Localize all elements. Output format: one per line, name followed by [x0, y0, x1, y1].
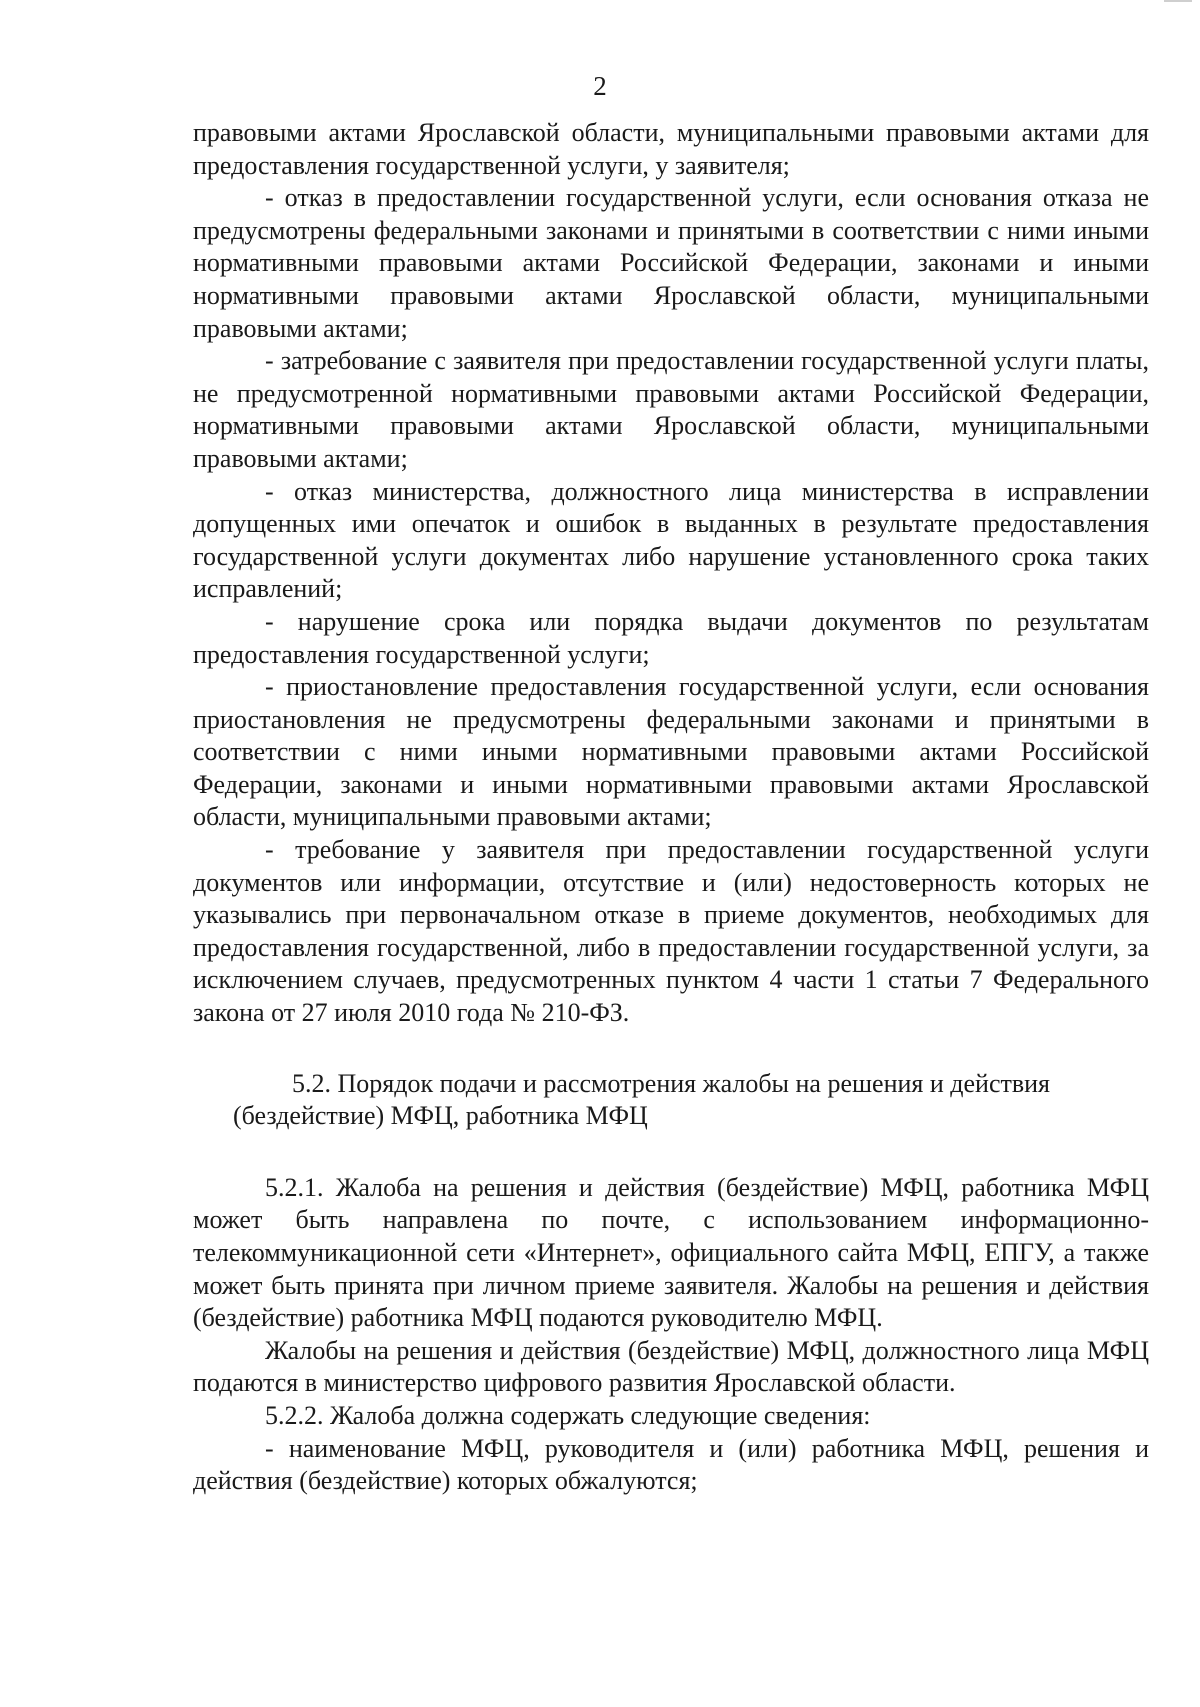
list-item-issue-deadline: - нарушение срока или порядка выдачи документов по результатам предоставления государственной услуги;: [193, 606, 1149, 669]
paragraph-continuation: правовыми актами Ярославской области, муниципальными правовыми актами для предоставления государственной услуги, у заявителя;: [193, 118, 1149, 180]
list-item-correction-refusal: - отказ министерства, должностного лица министерства в исправлении допущенных ими опечаток и ошибок в выданных в результате предоставления государственной услуги документах либо нарушение установленного срока таких исправлений;: [193, 476, 1149, 604]
page-number: 2: [593, 71, 607, 101]
paragraph-5-2-2: 5.2.2. Жалоба должна содержать следующие сведения:: [265, 1400, 871, 1430]
section-heading: 5.2. Порядок подачи и рассмотрения жалобы на решения и действия (бездействие) МФЦ, работника МФЦ: [233, 1068, 1051, 1131]
list-item-refusal: - отказ в предоставлении государственной услуги, если основания отказа не предусмотрены федеральными законами и принятыми в соответствии с ними иными нормативными правовыми актами Российской Федерации, законами и иными нормативными правовыми актами Ярославской области, муниципальными правовыми актами;: [193, 183, 1149, 343]
paragraph-complaints-ministry: Жалобы на решения и действия (бездействие) МФЦ, должностного лица МФЦ подаются в министерство цифрового развития Ярославской области.: [193, 1335, 1149, 1398]
scan-artifact: [1164, 0, 1192, 8]
list-item-documents-requirement: - требование у заявителя при предоставлении государственной услуги документов или информации, отсутствие и (или) недостоверность которых не указывались при первоначальном отказе в приеме документов, необходимых для предоставления государственной, либо в предоставлении государственной услуги, за исключением случаев, предусмотренных пунктом 4 части 1 статьи 7 Федерального закона от 27 июля 2010 года № 210-ФЗ.: [193, 835, 1149, 1028]
list-item-fee-demand: - затребование с заявителя при предоставлении государственной услуги платы, не предусмотренной нормативными правовыми актами Российской Федерации, нормативными правовыми актами Ярославской области, муниципальными правовыми актами;: [193, 346, 1149, 473]
list-item-suspension: - приостановление предоставления государственной услуги, если основания приостановления не предусмотрены федеральными законами и принятыми в соответствии с ними иными нормативными правовыми актами Российской Федерации, законами и иными нормативными правовыми актами Ярославской области, муниципальными правовыми актами;: [193, 672, 1149, 832]
list-item-mfc-name: - наименование МФЦ, руководителя и (или) работника МФЦ, решения и действия (бездействие) которых обжалуются;: [193, 1433, 1149, 1496]
document-body: [193, 117, 1149, 1498]
paragraph-5-2-1: 5.2.1. Жалоба на решения и действия (бездействие) МФЦ, работника МФЦ может быть направлена по почте, с использованием информационно-телекоммуникационной сети «Интернет», официального сайта МФЦ, ЕПГУ, а также может быть принята при личном приеме заявителя. Жалобы на решения и действия (бездействие) работника МФЦ подаются руководителю МФЦ.: [193, 1172, 1149, 1333]
